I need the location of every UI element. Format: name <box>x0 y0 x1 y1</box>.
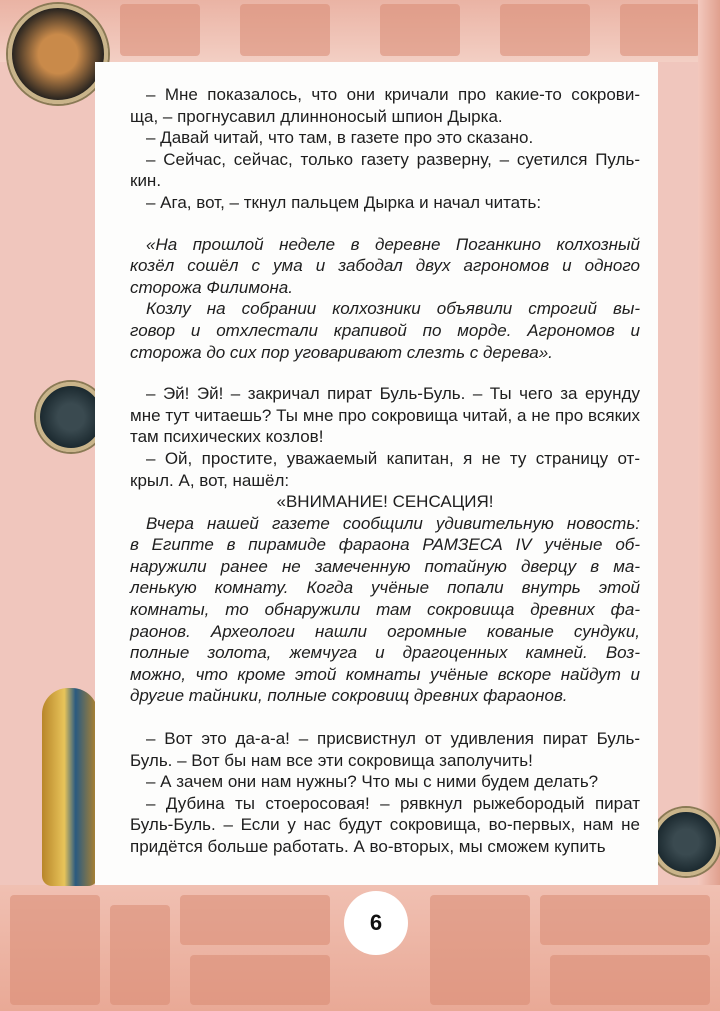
text-line: сторожа Филимона. <box>130 277 293 297</box>
text-line: полные золота, жемчуга и драгоценных камней. Воз- <box>130 643 640 663</box>
paragraph <box>130 771 640 793</box>
text-line: ленькую комнату. Когда учёные попали внутрь этой <box>130 578 640 598</box>
paragraph <box>130 127 640 149</box>
text-line: мне тут читаешь? Ты мне про сокровища читай, а не про всяких <box>130 405 640 425</box>
text-line: говор и отхлестали крапивой по морде. Агрономов и <box>130 320 640 340</box>
paragraph <box>130 793 640 858</box>
paragraph <box>130 84 640 127</box>
paragraph <box>130 383 640 448</box>
story-text <box>130 84 640 858</box>
text-line: сторожа до сих пор уговаривают слезть с дерева». <box>130 342 553 362</box>
page-number: 6 <box>344 891 408 955</box>
text-line: «На прошлой неделе в деревне Поганкино колхозный <box>146 234 640 254</box>
sarcophagus-illustration <box>42 688 98 886</box>
text-line: крыл. А, вот, нашёл: <box>130 470 290 490</box>
paragraph <box>130 728 640 771</box>
paragraph <box>130 298 640 363</box>
text-line: козёл сошёл с ума и забодал двух агрономов и одного <box>130 256 640 276</box>
text-line: «ВНИМАНИЕ! СЕНСАЦИЯ! <box>276 492 494 512</box>
text-line: Буль-Буль. – Если у нас будут сокровища, во-первых, нам не <box>130 815 640 835</box>
pyramids-medallion <box>8 4 108 104</box>
text-line: – Ага, вот, – ткнул пальцем Дырка и начал читать: <box>146 192 542 212</box>
text-line: Буль. – Вот бы нам все эти сокровища заполучить! <box>130 750 533 770</box>
text-line: раонов. Археологи нашли огромные кованые сундуки, <box>130 621 640 641</box>
text-line: – Давай читай, что там, в газете про это сказано. <box>146 128 534 148</box>
text-line: – Мне показалось, что они кричали про какие-то сокрови- <box>146 85 640 104</box>
text-line: – Сейчас, сейчас, только газету разверну, – суетился Пуль- <box>146 149 640 169</box>
text-line: – Дубина ты стоеросовая! – рявкнул рыжебородый пират <box>146 793 640 813</box>
text-line: придётся больше работать. А во-вторых, мы сможем купить <box>130 837 606 856</box>
seated-figures-medallion <box>652 808 720 876</box>
text-line: – Эй! Эй! – закричал пират Буль-Буль. – Ты чего за ерунду <box>146 384 640 404</box>
paragraph <box>130 513 640 707</box>
text-line: – Ой, простите, уважаемый капитан, я не ту страницу от- <box>146 448 640 468</box>
paragraph <box>130 448 640 491</box>
text-line: Вчера нашей газете сообщили удивительную новость: <box>146 513 640 533</box>
paragraph <box>130 149 640 192</box>
text-line: кин. <box>130 171 162 191</box>
text-line: другие тайники, полные сокровищ древних фараонов. <box>130 686 568 706</box>
paragraph <box>130 192 640 214</box>
newspaper-headline <box>130 491 640 513</box>
text-line: ща, – прогнусавил длинноносый шпион Дырка. <box>130 106 503 126</box>
text-line: комнаты, то обнаружили там сокровища древних фа- <box>130 600 640 620</box>
text-line: – Вот это да-а-а! – присвистнул от удивления пират Буль- <box>146 729 640 749</box>
text-line: наружили ранее не замеченную потайную дверцу в ма- <box>130 556 640 576</box>
text-line: можно, что кроме этой комнаты учёные вскоре найдут и <box>130 664 640 684</box>
top-decorative-border <box>0 0 720 62</box>
text-line: в Египте в пирамиде фараона РАМЗЕСА IV учёные об- <box>130 535 640 555</box>
paragraph <box>130 234 640 299</box>
text-line: Козлу на собрании колхозники объявили строгий вы- <box>146 299 640 319</box>
text-line: там психических козлов! <box>130 427 324 447</box>
text-line: – А зачем они нам нужны? Что мы с ними будем делать? <box>146 772 599 792</box>
